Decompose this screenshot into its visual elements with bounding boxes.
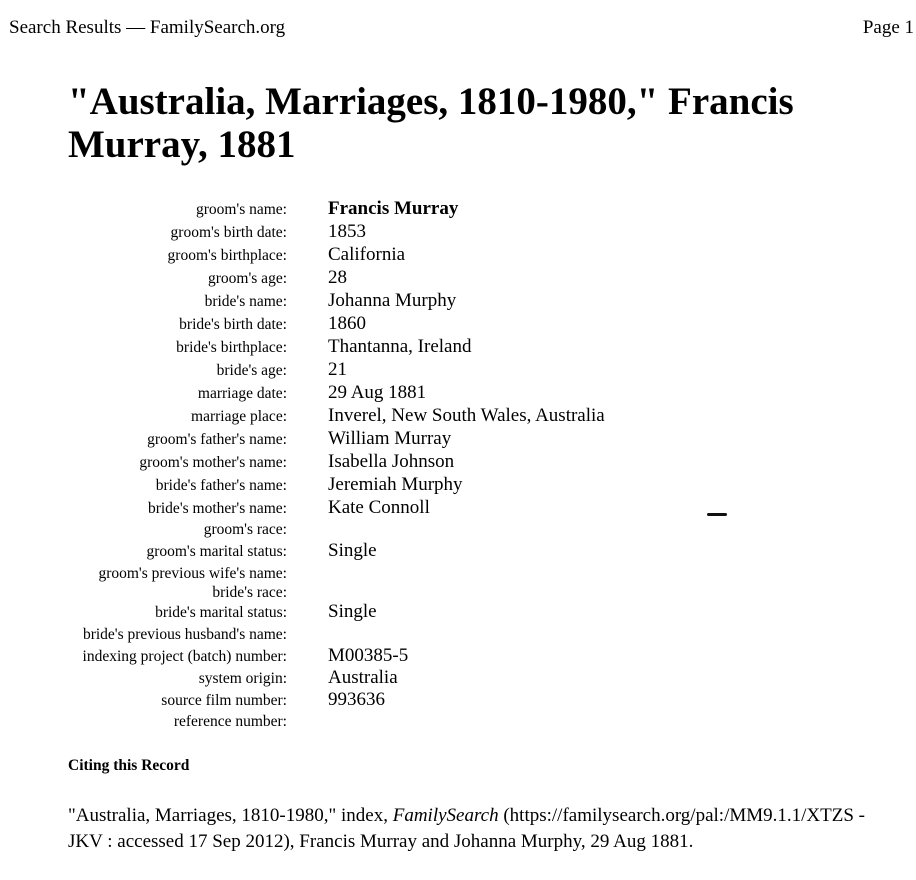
field-value: Kate Connoll: [328, 497, 430, 518]
field-value: 1860: [328, 313, 366, 334]
field-label: groom's marital status:: [146, 543, 287, 560]
scan-speck-mark: [707, 513, 727, 516]
field-label: source film number:: [161, 692, 287, 709]
field-value: Johanna Murphy: [328, 290, 457, 311]
field-label: groom's mother's name:: [139, 454, 287, 471]
field-label: bride's marital status:: [155, 604, 287, 621]
field-label: reference number:: [173, 713, 287, 730]
citation-part-1: "Australia, Marriages, 1810-1980," index,: [68, 805, 393, 826]
field-value: Thantanna, Ireland: [328, 336, 472, 357]
field-label: groom's name:: [195, 201, 287, 218]
field-label: groom's race:: [203, 521, 287, 538]
citation-heading: Citing this Record: [68, 757, 190, 774]
field-label: bride's birth date:: [179, 316, 287, 333]
field-label: marriage place:: [191, 408, 287, 425]
field-value: M00385-5: [328, 645, 409, 666]
field-value: Australia: [328, 667, 398, 688]
field-label: system origin:: [198, 670, 287, 687]
page-number: Page 1: [862, 17, 914, 38]
field-label: groom's father's name:: [147, 431, 287, 448]
field-label: bride's age:: [216, 362, 287, 379]
field-value: Single: [328, 601, 377, 622]
field-value: Single: [328, 540, 377, 561]
field-label: groom's birthplace:: [167, 247, 287, 264]
field-label: bride's previous husband's name:: [82, 626, 287, 643]
field-value: California: [328, 244, 406, 265]
field-value: 28: [328, 267, 347, 288]
field-label: marriage date:: [197, 385, 287, 402]
citation-source-name: FamilySearch: [392, 805, 499, 826]
field-value: Inverel, New South Wales, Australia: [328, 405, 605, 426]
field-value: 29 Aug 1881: [328, 382, 427, 403]
record-title: "Australia, Marriages, 1810-1980," Francis Murray, 1881: [68, 80, 794, 166]
field-label: groom's birth date:: [170, 224, 287, 241]
field-value: 993636: [328, 689, 385, 710]
field-label: groom's previous wife's name:: [98, 565, 287, 582]
field-label: groom's age:: [208, 270, 287, 287]
field-value: Francis Murray: [328, 198, 459, 219]
field-value: Jeremiah Murphy: [328, 474, 463, 495]
field-label: bride's race:: [212, 584, 287, 601]
field-value: 1853: [328, 221, 366, 242]
field-label: indexing project (batch) number:: [82, 648, 287, 665]
field-label: bride's mother's name:: [147, 500, 287, 517]
citation-text: [68, 803, 898, 855]
field-label: bride's name:: [204, 293, 287, 310]
field-label: bride's father's name:: [155, 477, 287, 494]
field-label: bride's birthplace:: [176, 339, 287, 356]
citation-part-2: (https://familysearch.org/pal:/MM9.1.1/XTZS -JKV : accessed 17 Sep 2012), Francis Murray and Johanna Murphy, 29 Aug 1881.: [68, 805, 866, 852]
field-value: Isabella Johnson: [328, 451, 455, 472]
page-header-title: Search Results — FamilySearch.org: [9, 17, 286, 38]
field-value: 21: [328, 359, 347, 380]
field-value: William Murray: [328, 428, 452, 449]
